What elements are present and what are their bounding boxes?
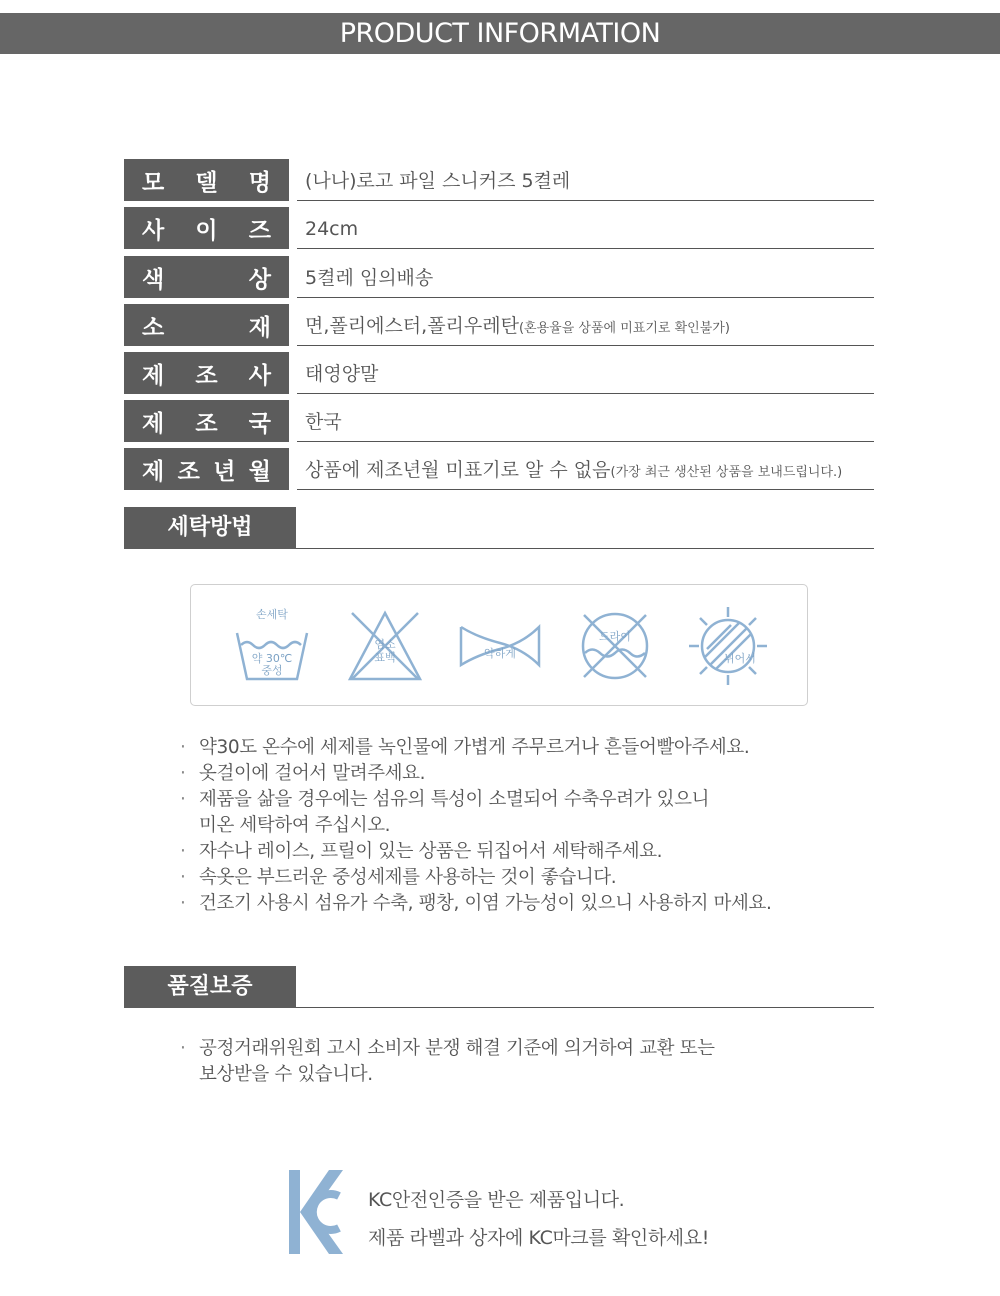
spec-label: 모 델 명 <box>124 159 289 201</box>
kc-mark-icon <box>289 1170 343 1254</box>
spec-value: 상품에 제조년월 미표기로 알 수 없음(가장 최근 생산된 상품을 보내드립니다.) <box>297 448 874 490</box>
spec-value: 24cm <box>297 207 874 249</box>
spec-row-date <box>124 448 874 490</box>
spec-row-material <box>124 304 874 346</box>
spec-row-country <box>124 400 874 442</box>
quality-section-header <box>124 966 874 1008</box>
kc-notice <box>368 1181 709 1257</box>
spec-value: 태영양말 <box>297 352 874 394</box>
hand-wash-icon: 손세탁 약 30℃ 중성 <box>229 603 315 689</box>
spec-note: (가장 최근 생산된 상품을 보내드립니다.) <box>610 465 843 480</box>
washing-instructions <box>180 735 771 917</box>
spec-row-color <box>124 256 874 298</box>
spec-row-maker <box>124 352 874 394</box>
list-item: · 속옷은 부드러운 중성세제를 사용하는 것이 좋습니다. <box>180 865 771 891</box>
spec-note: (혼용율을 상품에 미표기로 확인불가) <box>518 321 730 336</box>
list-item: · 자수나 레이스, 프릴이 있는 상품은 뒤집어서 세탁해주세요. <box>180 839 771 865</box>
quality-notes <box>180 1036 715 1088</box>
no-dry-clean-icon: 드라이 <box>572 603 658 689</box>
divider <box>296 1007 874 1008</box>
spec-value: (나나)로고 파일 스니커즈 5켤레 <box>297 159 874 201</box>
spec-label: 색 상 <box>124 256 289 298</box>
spec-label: 제 조 국 <box>124 400 289 442</box>
dry-flat-icon: 뉘어서 <box>685 603 771 689</box>
spec-value: 5켤레 임의배송 <box>297 256 874 298</box>
care-symbols-box <box>190 584 808 706</box>
spec-row-model <box>124 159 874 201</box>
spec-label: 소 재 <box>124 304 289 346</box>
spec-value: 면,폴리에스터,폴리우레탄(혼용율을 상품에 미표기로 확인불가) <box>297 304 874 346</box>
kc-line-1: KC안전인증을 받은 제품입니다. <box>368 1189 625 1211</box>
spec-label: 제 조 사 <box>124 352 289 394</box>
list-item: · 옷걸이에 걸어서 말려주세요. <box>180 761 771 787</box>
no-bleach-icon: 염소 표백 <box>342 603 428 689</box>
quality-heading: 품질보증 <box>124 966 296 1008</box>
spec-label: 사 이 즈 <box>124 207 289 249</box>
list-item: · 제품을 삶을 경우에는 섬유의 특성이 소멸되어 수축우려가 있으니 미온 세탁하여 주십시오. <box>180 787 771 839</box>
list-item: · 약30도 온수에 세제를 녹인물에 가볍게 주무르거나 흔들어빨아주세요. <box>180 735 771 761</box>
list-item: · 공정거래위원회 고시 소비자 분쟁 해결 기준에 의거하여 교환 또는 보상받을 수 있습니다. <box>180 1036 715 1088</box>
banner-title: PRODUCT INFORMATION <box>339 18 661 49</box>
washing-heading: 세탁방법 <box>124 507 296 549</box>
spec-value: 한국 <box>297 400 874 442</box>
spec-row-size <box>124 207 874 249</box>
spec-label: 제 조 년 월 <box>124 448 289 490</box>
page-banner <box>0 13 1000 54</box>
washing-section-header <box>124 507 874 549</box>
divider <box>296 548 874 549</box>
kc-line-2: 제품 라벨과 상자에 KC마크를 확인하세요! <box>368 1227 709 1249</box>
list-item: · 건조기 사용시 섬유가 수축, 팽창, 이염 가능성이 있으니 사용하지 마세요. <box>180 891 771 917</box>
wring-gently-icon: 약하게 <box>457 603 543 689</box>
